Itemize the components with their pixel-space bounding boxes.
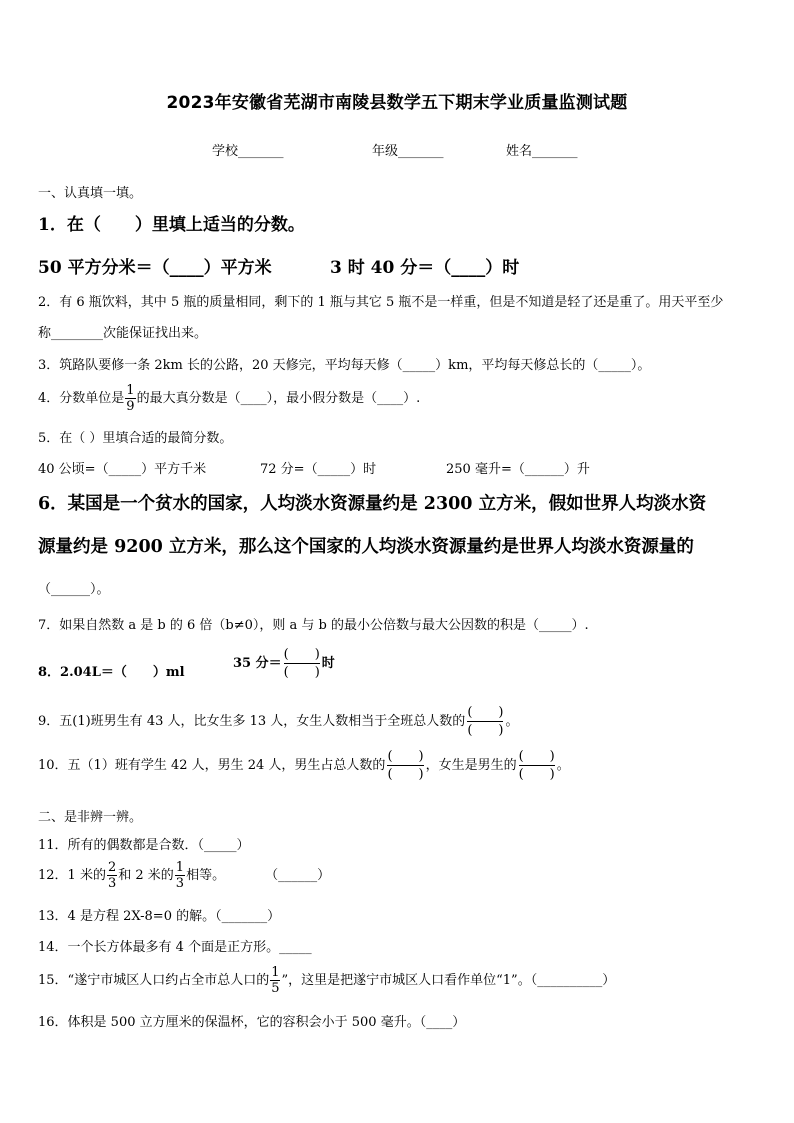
fraction-numerator: 2 [107,860,117,875]
question-11: 11．所有的偶数都是合数．（_____） [38,838,250,853]
blank-numerator: ( ) [387,749,424,764]
blank-denominator: ( ) [387,767,424,782]
question-1-item-b: 3 时 40 分＝（____）时 [330,258,520,278]
fraction-two-thirds [107,861,117,890]
question-1-item-a: 50 平方分米＝（____）平方米 [38,258,272,278]
question-5-item-c: 250 毫升=（______）升 [446,462,590,477]
question-5-item-b: 72 分=（_____）时 [260,462,377,477]
question-15-text-a: 15．“遂宁市城区人口约占全市总人口的 [38,973,270,988]
fraction-denominator: 9 [126,399,135,414]
question-8-text-b: 35 分＝ [233,656,282,671]
grade-field: 年级_______ [372,144,444,159]
blank-fraction [284,648,320,679]
blank-denominator: ( ) [518,767,555,782]
question-10-text-b: ，女生是男生的 [425,758,517,773]
question-4-text-b: 的最大真分数是（____），最小假分数是（____）. [136,391,421,406]
question-12-text-c: 相等。 [186,868,226,883]
question-6-line-2: 源量约是 9200 立方米，那么这个国家的人均淡水资源量约是世界人均淡水资源量的 [38,537,694,557]
blank-numerator: ( ) [467,705,504,720]
fraction-numerator: 1 [126,383,135,398]
fraction-numerator: 1 [271,965,280,980]
question-1-prompt: 1．在（ ）里填上适当的分数。 [38,215,305,235]
question-15 [38,966,615,995]
fraction-denominator: 5 [271,981,280,996]
question-7: 7．如果自然数 a 是 b 的 6 倍（b≠0），则 a 与 b 的最小公倍数与最大公因数的积是（_____）. [38,618,589,633]
question-15-text-b: ”，这里是把遂宁市城区人口看作单位“1”。（__________） [281,973,616,988]
blank-fraction [467,706,503,737]
question-9 [38,706,518,737]
question-3: 3．筑路队要修一条 2km 长的公路，20 天修完，平均每天修（_____）km，平均每天修总长的（_____）。 [38,358,651,373]
fraction-one-fifth [270,966,280,995]
blank-fraction-1 [387,750,423,781]
fraction-denominator: 3 [175,876,185,891]
question-13: 13．4 是方程 2X-8=0 的解。（_______） [38,909,281,924]
question-4 [38,384,420,413]
question-12 [38,861,330,890]
page-title: 2023年安徽省芜湖市南陵县数学五下期末学业质量监测试题 [166,93,628,113]
fraction-one-ninth [125,384,135,413]
name-field: 姓名_______ [506,144,578,159]
question-4-text-a: 4．分数单位是 [38,391,125,406]
fraction-one-third [175,861,185,890]
question-5-prompt: 5．在（ ）里填合适的最简分数。 [38,431,233,446]
section-heading-judge: 二、是非辨一辨。 [38,810,143,825]
blank-numerator: ( ) [518,749,555,764]
question-9-text-b: 。 [505,714,519,729]
question-12-text-b: 和 2 米的 [118,868,174,883]
question-14: 14．一个长方体最多有 4 个面是正方形。_____ [38,940,312,955]
question-6-line-3: （______）。 [38,582,110,597]
section-heading-fill: 一、认真填一填。 [38,186,143,201]
school-field: 学校_______ [212,144,284,159]
blank-denominator: ( ) [467,723,504,738]
question-10 [38,750,570,781]
question-2-line-1: 2．有 6 瓶饮料，其中 5 瓶的质量相同，剩下的 1 瓶与其它 5 瓶不是一样重，但是不知道是轻了还是重了。用天平至少 [38,295,724,310]
question-10-text-a: 10．五（1）班有学生 42 人，男生 24 人，男生占总人数的 [38,758,386,773]
question-9-text-a: 9．五(1)班男生有 43 人，比女生多 13 人，女生人数相当于全班总人数的 [38,714,466,729]
question-10-text-c: 。 [556,758,570,773]
question-8-item-b [233,648,335,679]
blank-fraction-2 [519,750,555,781]
fraction-denominator: 3 [107,876,117,891]
question-5-item-a: 40 公顷=（_____）平方千米 [38,462,207,477]
question-12-answer-blank: （______） [265,868,331,883]
fraction-numerator: 1 [175,860,185,875]
question-8-item-a: 8．2.04L＝（ ）ml [38,665,185,680]
question-16: 16．体积是 500 立方厘米的保温杯，它的容积会小于 500 毫升。（____） [38,1015,466,1030]
question-6-line-1: 6．某国是一个贫水的国家，人均淡水资源量约是 2300 立方米，假如世界人均淡水资 [38,494,707,514]
blank-denominator: ( ) [283,665,320,680]
question-8-text-c: 时 [321,656,335,671]
blank-numerator: ( ) [283,647,320,662]
question-12-text-a: 12．1 米的 [38,868,106,883]
question-2-line-2: 称________次能保证找出来。 [38,326,208,341]
